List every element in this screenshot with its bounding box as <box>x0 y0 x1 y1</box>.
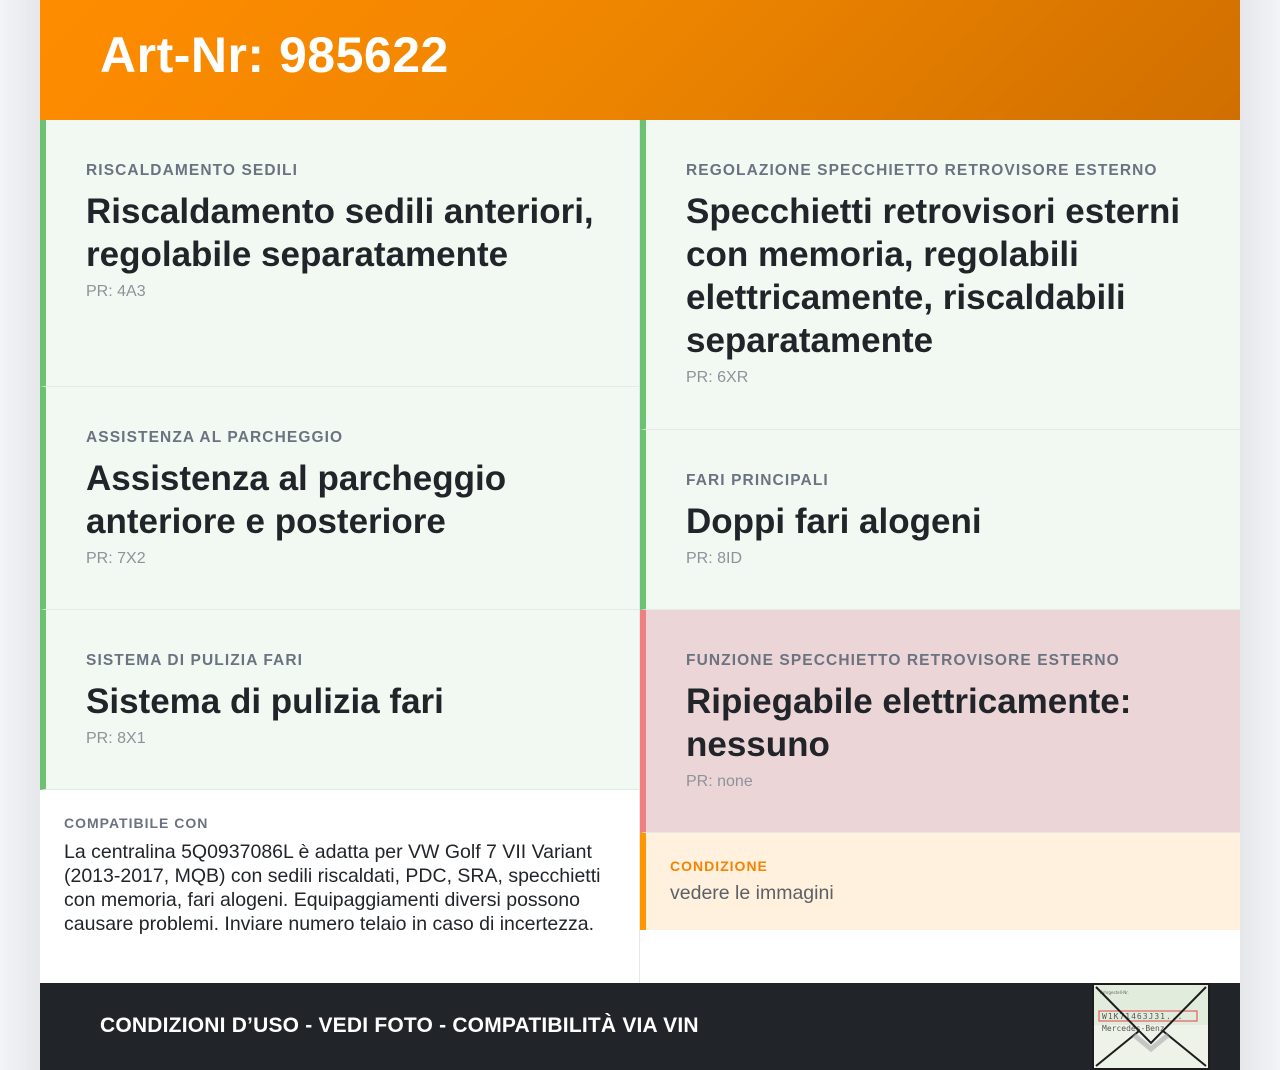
feature-value: Ripiegabile elettricamente: nessuno <box>686 682 1132 764</box>
compatibility-text: La centralina 5Q0937086L è adatta per VW Golf 7 VII Variant (2013-2017, MQB) con sedili riscaldati, PDC, SRA, specchietti con memoria, fari alogeni. Equipaggiamenti diversi possono causare problemi. Inviare numero telaio in caso di incertezza. <box>64 841 601 935</box>
header-bar <box>40 0 1240 120</box>
feature-category: REGOLAZIONE SPECCHIETTO RETROVISORE ESTERNO <box>686 162 1158 179</box>
feature-card-mirror-adjustment <box>640 120 1240 430</box>
feature-grid <box>40 120 1240 983</box>
condition-section <box>640 833 1240 930</box>
condition-label: CONDIZIONE <box>670 858 768 874</box>
vin-envelope-image <box>1092 983 1210 1070</box>
svg-text:W1K71463J31...: W1K71463J31... <box>1102 1012 1184 1021</box>
feature-category: SISTEMA DI PULIZIA FARI <box>86 652 304 669</box>
feature-card-headlights <box>640 430 1240 610</box>
article-number-title: Art-Nr: 985622 <box>100 27 449 83</box>
compatibility-label: COMPATIBILE CON <box>64 815 209 831</box>
feature-card-seat-heating <box>40 120 639 387</box>
feature-card-headlight-cleaning <box>40 610 639 790</box>
feature-column-right <box>640 120 1240 983</box>
feature-category: FUNZIONE SPECCHIETTO RETROVISORE ESTERNO <box>686 652 1120 669</box>
feature-column-left <box>40 120 640 983</box>
feature-value: Assistenza al parcheggio anteriore e posteriore <box>86 459 507 541</box>
feature-pr-code: PR: 6XR <box>686 369 749 386</box>
compatibility-section <box>40 790 639 983</box>
condition-text: vedere le immagini <box>670 882 834 904</box>
feature-value: Specchietti retrovisori esterni con memoria, regolabili elettricamente, riscaldabili separatamente <box>686 192 1181 360</box>
feature-card-parking-assist <box>40 387 639 610</box>
feature-category: ASSISTENZA AL PARCHEGGIO <box>86 429 344 446</box>
footer-links: CONDIZIONI D’USO - VEDI FOTO - COMPATIBILITÀ VIA VIN <box>100 1013 699 1037</box>
feature-category: FARI PRINCIPALI <box>686 472 829 489</box>
feature-value: Sistema di pulizia fari <box>86 682 444 721</box>
feature-pr-code: PR: 7X2 <box>86 550 146 567</box>
feature-category: RISCALDAMENTO SEDILI <box>86 162 299 179</box>
envelope-vin-icon <box>1094 985 1208 1068</box>
feature-pr-code: PR: 4A3 <box>86 283 146 300</box>
feature-pr-code: PR: none <box>686 773 753 790</box>
feature-pr-code: PR: 8ID <box>686 550 743 567</box>
footer-bar <box>40 983 1240 1070</box>
svg-text:Fahrgestell-Nr.: Fahrgestell-Nr. <box>1100 990 1129 995</box>
svg-text:Mercedes-Benz: Mercedes-Benz <box>1102 1024 1165 1033</box>
feature-card-mirror-folding <box>640 610 1240 833</box>
product-sheet <box>40 0 1240 1070</box>
feature-value: Riscaldamento sedili anteriori, regolabile separatamente <box>86 192 594 274</box>
feature-value: Doppi fari alogeni <box>686 502 982 541</box>
feature-pr-code: PR: 8X1 <box>86 730 146 747</box>
